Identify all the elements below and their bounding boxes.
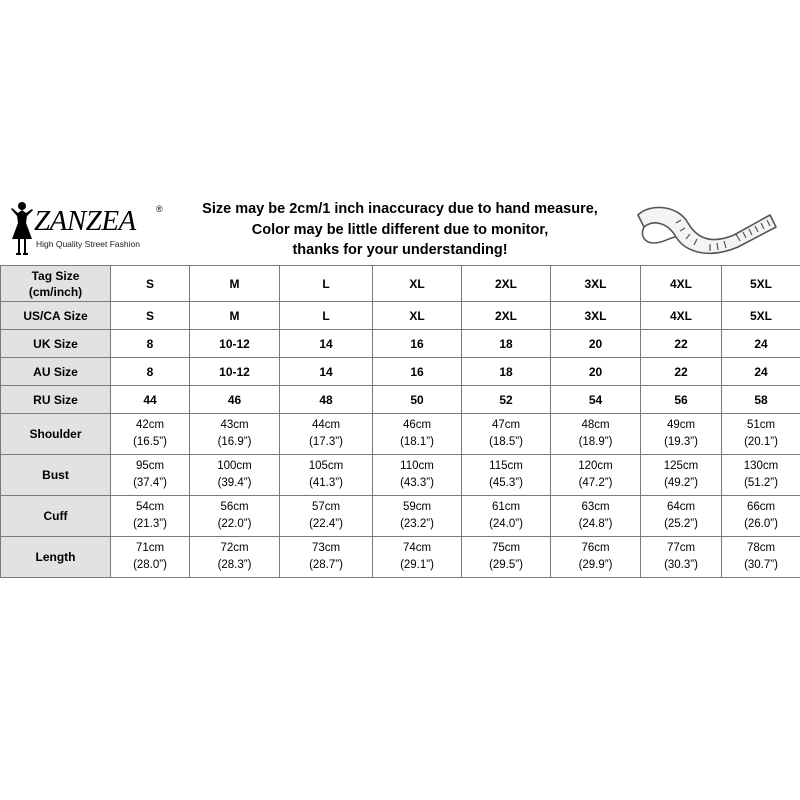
size-cell: 52	[462, 386, 551, 414]
table-row	[1, 266, 800, 302]
size-cell: XL	[373, 302, 462, 330]
row-label	[1, 386, 111, 414]
registered-mark: ®	[156, 204, 163, 214]
table-row	[1, 414, 800, 455]
row-label-text: UK Size	[33, 336, 78, 351]
measure-cm: 110cm	[400, 460, 434, 472]
size-chart	[0, 195, 800, 577]
measure-cell	[111, 537, 190, 578]
size-cell: 46	[190, 386, 280, 414]
measure-cm: 61cm	[491, 501, 521, 513]
measure-inch: (23.2”)	[400, 518, 434, 530]
measure-inch: (24.8”)	[578, 518, 613, 530]
size-cell: 10-12	[190, 330, 280, 358]
size-cell: 16	[373, 358, 462, 386]
measure-inch: (30.7”)	[744, 559, 778, 571]
measure-cell	[551, 455, 641, 496]
measure-inch: (30.3”)	[664, 559, 698, 571]
measure-inch: (28.3”)	[217, 559, 252, 571]
measure-inch: (51.2”)	[744, 477, 778, 489]
measure-cell	[641, 537, 722, 578]
measure-cm: 44cm	[311, 419, 341, 431]
size-cell: 4XL	[641, 266, 722, 302]
measure-cm: 125cm	[663, 460, 699, 472]
measure-cell	[462, 414, 551, 455]
size-cell: M	[190, 266, 280, 302]
size-cell: 8	[111, 330, 190, 358]
table-row	[1, 537, 800, 578]
notice-line: Color may be little different due to monitor,	[251, 221, 549, 238]
size-cell: 20	[551, 358, 641, 386]
size-cell: 20	[551, 330, 641, 358]
measure-cm: 42cm	[135, 419, 165, 431]
size-cell: 54	[551, 386, 641, 414]
measure-cm: 63cm	[581, 501, 610, 513]
measure-cell	[373, 496, 462, 537]
measure-cell	[280, 496, 373, 537]
measure-cm: 71cm	[135, 542, 165, 554]
row-label-text: (cm/inch)	[28, 284, 83, 299]
measure-cm: 66cm	[746, 501, 776, 513]
measure-cm: 77cm	[666, 542, 696, 554]
measure-inch: (41.3”)	[309, 477, 343, 489]
row-label-text: US/CA Size	[23, 308, 88, 323]
measure-inch: (18.1”)	[400, 436, 434, 448]
size-cell: 22	[641, 358, 722, 386]
measure-inch: (43.3”)	[400, 477, 434, 489]
measure-cell	[722, 496, 800, 537]
measure-inch: (39.4”)	[217, 477, 252, 489]
measure-cell	[722, 537, 800, 578]
measure-inch: (16.5”)	[133, 436, 167, 448]
row-label	[1, 302, 111, 330]
size-cell: 56	[641, 386, 722, 414]
measure-cm: 115cm	[489, 460, 523, 472]
size-cell: 8	[111, 358, 190, 386]
measure-inch: (21.3”)	[133, 518, 167, 530]
measure-cm: 56cm	[220, 501, 249, 513]
measure-inch: (24.0”)	[489, 518, 523, 530]
measure-cm: 49cm	[666, 419, 696, 431]
measure-cm: 59cm	[402, 501, 432, 513]
measure-inch: (22.0”)	[217, 518, 252, 530]
measure-inch: (29.5”)	[489, 559, 523, 571]
table-row	[1, 330, 800, 358]
measuring-tape-icon	[630, 201, 780, 259]
size-cell: 18	[462, 330, 551, 358]
measure-cm: 46cm	[402, 419, 432, 431]
brand-tagline: High Quality Street Fashion	[36, 239, 140, 249]
measure-cell	[373, 414, 462, 455]
measure-cell	[373, 537, 462, 578]
measure-cm: 57cm	[311, 501, 341, 513]
row-label-text: AU Size	[33, 364, 78, 379]
measure-cell	[462, 537, 551, 578]
measure-cm: 73cm	[311, 542, 341, 554]
measure-cell	[190, 455, 280, 496]
measure-cell	[280, 537, 373, 578]
measure-inch: (45.3”)	[489, 477, 523, 489]
measure-cell	[190, 414, 280, 455]
measure-inch: (22.4”)	[309, 518, 343, 530]
measure-cell	[551, 414, 641, 455]
row-label: Bust	[1, 455, 111, 496]
size-cell: 4XL	[641, 302, 722, 330]
measure-inch: (18.9”)	[578, 436, 613, 448]
size-cell: 3XL	[551, 266, 641, 302]
size-cell: 24	[722, 330, 800, 358]
measure-inch: (19.3”)	[664, 436, 698, 448]
measure-cm: 74cm	[402, 542, 432, 554]
row-label-text: Tag Size	[31, 268, 80, 283]
measure-inch: (25.2”)	[664, 518, 698, 530]
measure-inch: (16.9”)	[217, 436, 252, 448]
size-cell: XL	[373, 266, 462, 302]
measure-cm: 72cm	[220, 542, 249, 554]
size-cell: 2XL	[462, 266, 551, 302]
row-label: Cuff	[1, 496, 111, 537]
measure-inch: (26.0”)	[744, 518, 778, 530]
measure-cm: 120cm	[578, 460, 613, 472]
measure-cell	[641, 414, 722, 455]
size-cell: L	[280, 266, 373, 302]
measure-cm: 43cm	[220, 419, 249, 431]
measure-cell	[190, 496, 280, 537]
measure-inch: (29.1”)	[400, 559, 434, 571]
size-cell: 3XL	[551, 302, 641, 330]
size-cell: 58	[722, 386, 800, 414]
measure-cell	[280, 414, 373, 455]
row-label	[1, 266, 111, 302]
size-cell: 14	[280, 358, 373, 386]
measure-cm: 100cm	[217, 460, 252, 472]
row-label: Shoulder	[1, 414, 111, 455]
measure-inch: (28.0”)	[133, 559, 167, 571]
table-row	[1, 358, 800, 386]
measure-inch: (29.9”)	[578, 559, 613, 571]
size-cell: M	[190, 302, 280, 330]
measure-cell	[551, 496, 641, 537]
size-cell: 14	[280, 330, 373, 358]
size-cell: 44	[111, 386, 190, 414]
measure-cell	[190, 537, 280, 578]
measure-cm: 47cm	[491, 419, 521, 431]
row-label	[1, 330, 111, 358]
table-row	[1, 386, 800, 414]
measure-cell	[722, 414, 800, 455]
measure-inch: (47.2”)	[578, 477, 613, 489]
measure-cell	[551, 537, 641, 578]
measurement-notice	[185, 199, 615, 261]
measure-cm: 75cm	[491, 542, 521, 554]
table-row	[1, 455, 800, 496]
row-label-text: RU Size	[33, 392, 78, 407]
measure-cm: 48cm	[581, 419, 610, 431]
size-cell: 5XL	[722, 266, 800, 302]
table-row	[1, 302, 800, 330]
size-cell: L	[280, 302, 373, 330]
measure-cm: 130cm	[743, 460, 779, 472]
size-cell: 18	[462, 358, 551, 386]
measure-inch: (49.2”)	[664, 477, 698, 489]
size-cell: S	[111, 302, 190, 330]
notice-line: thanks for your understanding!	[292, 242, 508, 258]
size-cell: 5XL	[722, 302, 800, 330]
measure-cm: 51cm	[746, 419, 776, 431]
measure-cm: 64cm	[666, 501, 696, 513]
row-label: Length	[1, 537, 111, 578]
measure-cell	[641, 496, 722, 537]
measure-cell	[111, 496, 190, 537]
measure-cm: 105cm	[308, 460, 344, 472]
notice-line: Size may be 2cm/1 inch inaccuracy due to hand measure,	[202, 201, 598, 217]
measure-cm: 95cm	[135, 460, 165, 472]
measure-cm: 76cm	[581, 542, 610, 554]
measure-cell	[641, 455, 722, 496]
measure-cell	[280, 455, 373, 496]
size-cell: 16	[373, 330, 462, 358]
chart-header	[0, 195, 800, 265]
measure-cm: 78cm	[746, 542, 776, 554]
size-cell: 48	[280, 386, 373, 414]
size-cell: 2XL	[462, 302, 551, 330]
brand-name: ZANZEA	[34, 205, 136, 237]
measure-cell	[373, 455, 462, 496]
measure-inch: (28.7”)	[309, 559, 343, 571]
table-row	[1, 496, 800, 537]
measure-inch: (37.4”)	[133, 477, 167, 489]
size-table	[0, 265, 800, 578]
size-cell: 10-12	[190, 358, 280, 386]
brand-logo	[6, 199, 181, 261]
measure-inch: (20.1”)	[744, 436, 778, 448]
measure-inch: (17.3”)	[309, 436, 343, 448]
measure-cell	[111, 414, 190, 455]
measure-cell	[462, 455, 551, 496]
size-cell: 22	[641, 330, 722, 358]
size-cell: 50	[373, 386, 462, 414]
row-label	[1, 358, 111, 386]
measure-cm: 54cm	[135, 501, 165, 513]
measure-cell	[111, 455, 190, 496]
measure-cell	[722, 455, 800, 496]
measure-inch: (18.5”)	[489, 436, 523, 448]
size-cell: 24	[722, 358, 800, 386]
size-cell: S	[111, 266, 190, 302]
measure-cell	[462, 496, 551, 537]
